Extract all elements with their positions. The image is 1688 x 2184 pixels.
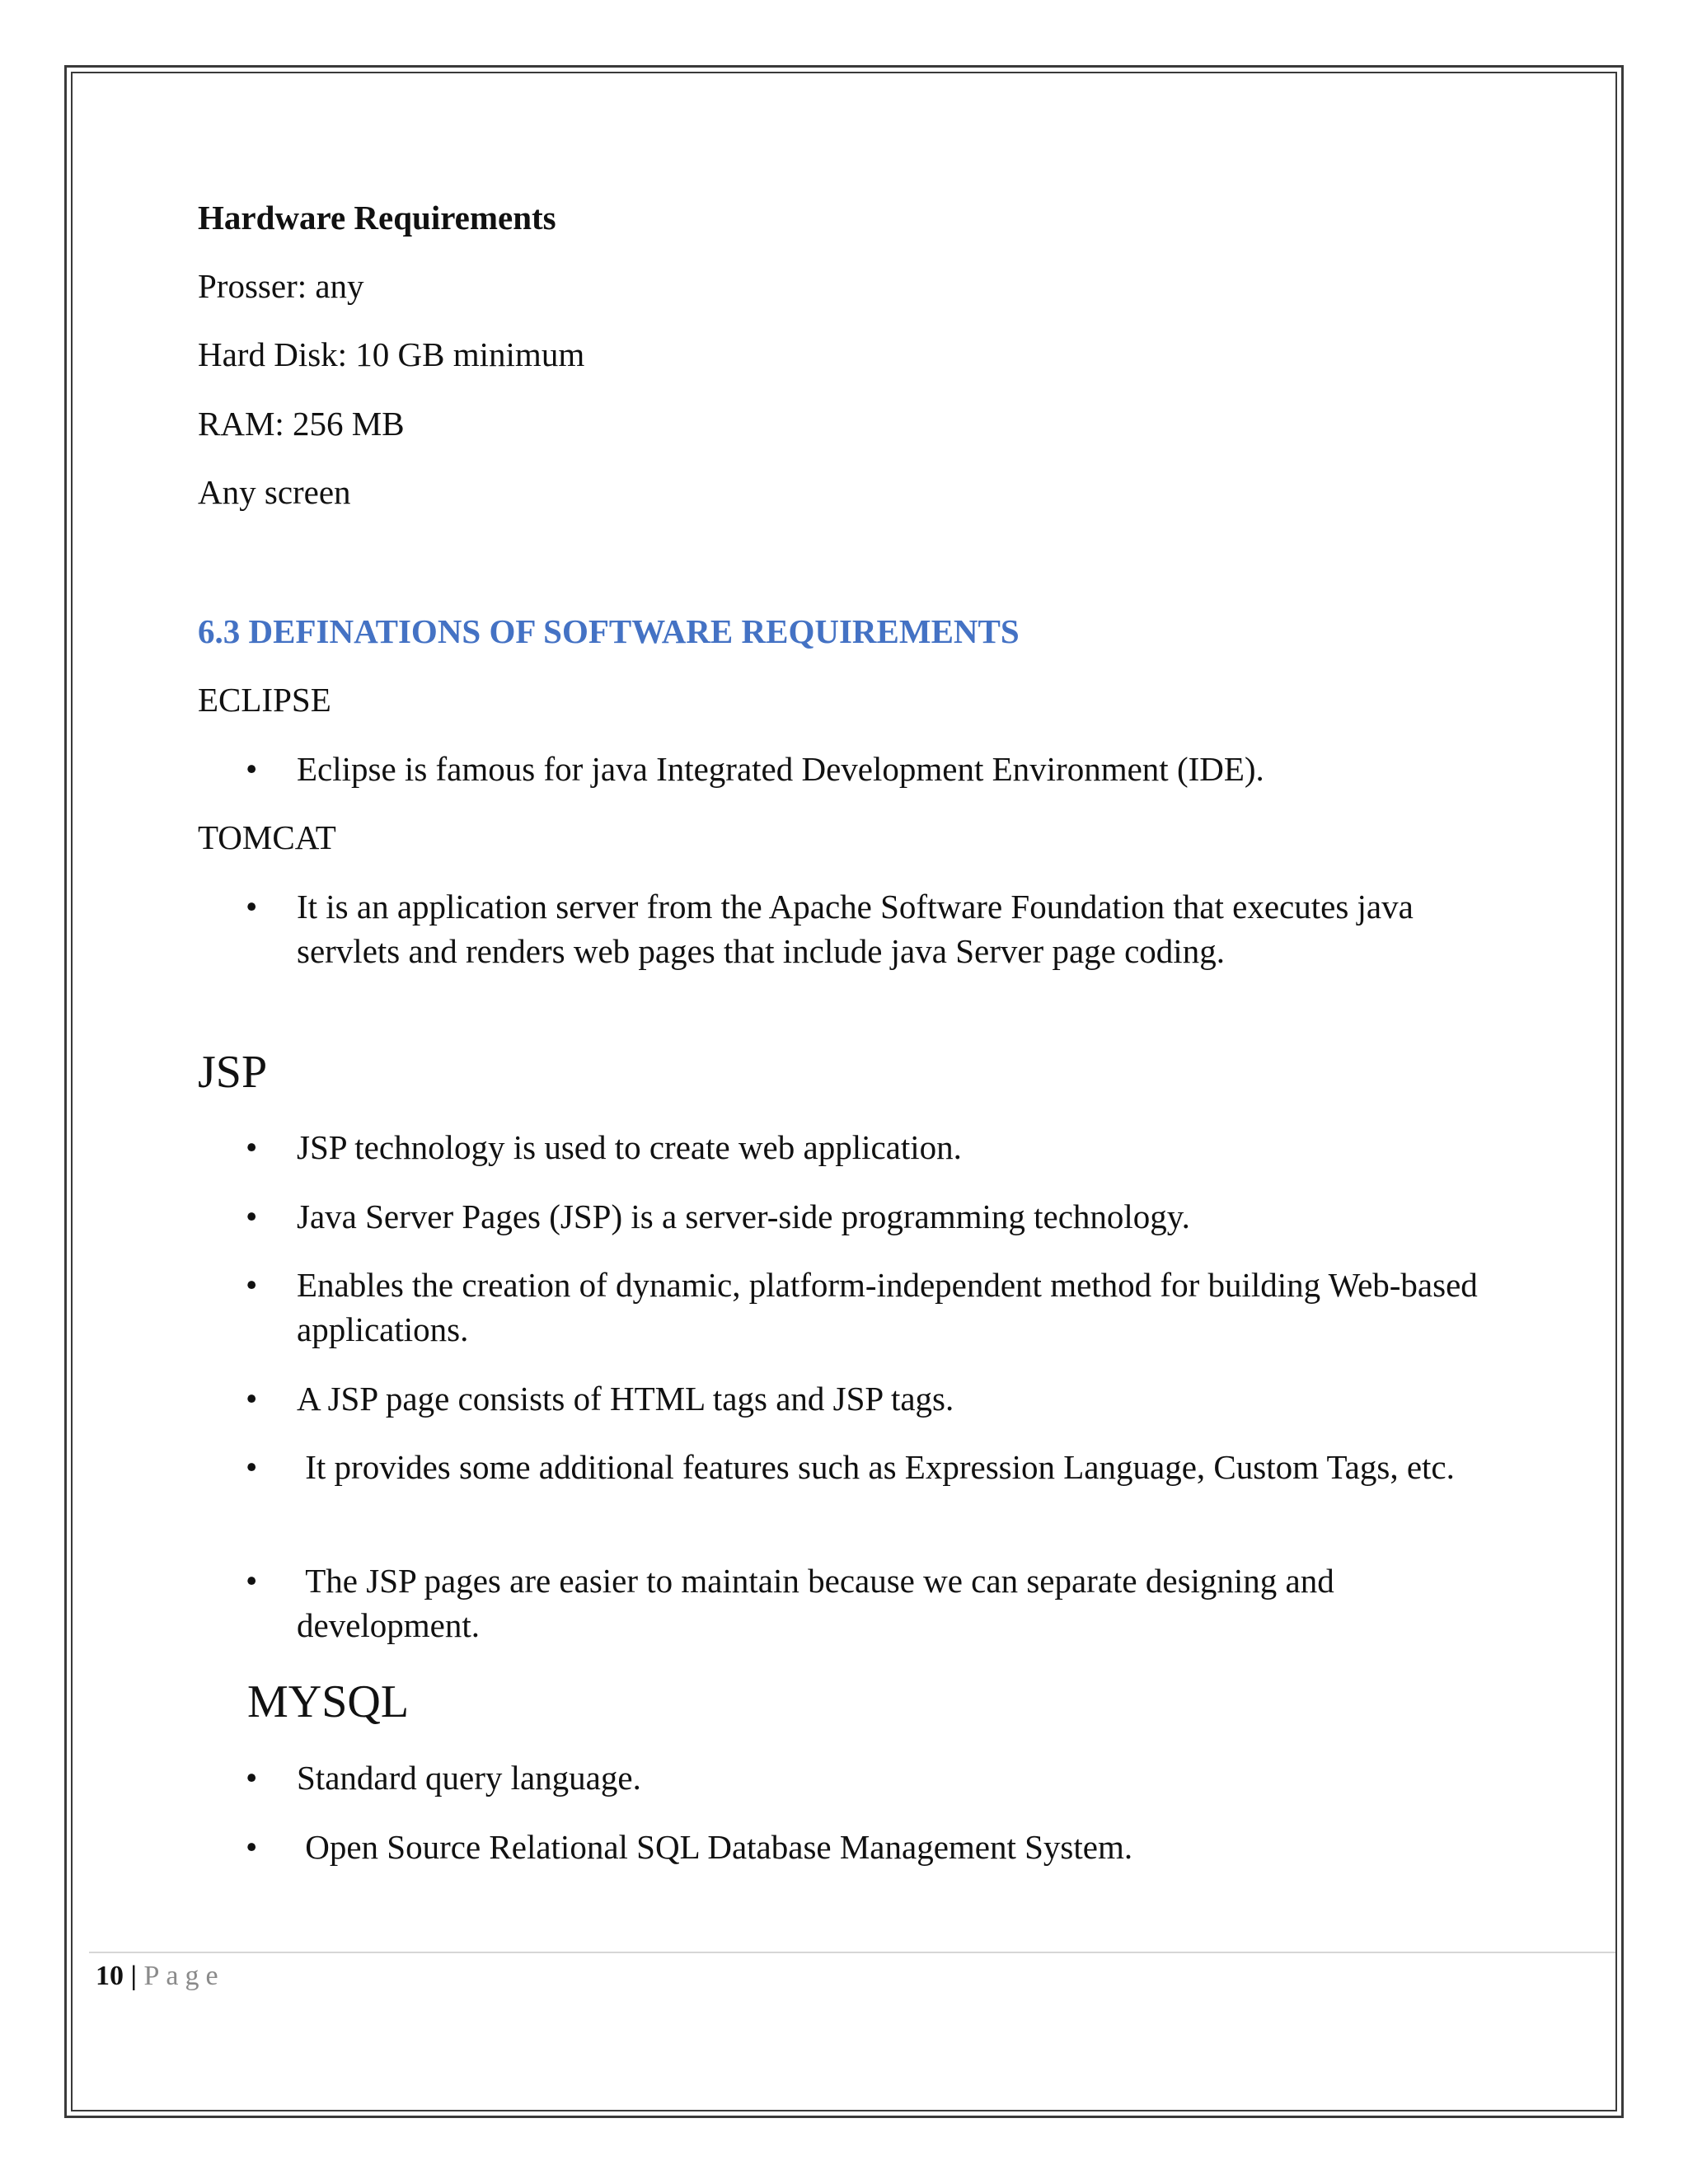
eclipse-bullet-text: Eclipse is famous for java Integrated Development Environment (IDE). bbox=[297, 750, 1264, 788]
bullet-icon: • bbox=[246, 888, 258, 926]
tomcat-bullet-text: It is an application server from the Apache Software Foundation that executes java servlets and renders web pages that include java Server page coding. bbox=[297, 888, 1414, 970]
bullet-icon: • bbox=[246, 750, 258, 788]
bullet-icon: • bbox=[246, 1128, 258, 1166]
tomcat-title: TOMCAT bbox=[198, 818, 336, 856]
footer-separator: | bbox=[130, 1961, 137, 1991]
bullet-icon: • bbox=[246, 1380, 258, 1418]
page-number: 10 bbox=[96, 1961, 124, 1991]
bullet-icon: • bbox=[246, 1266, 258, 1304]
jsp-bullet-text: JSP technology is used to create web application. bbox=[297, 1128, 962, 1166]
mysql-bullet-text: Open Source Relational SQL Database Management System. bbox=[297, 1828, 1133, 1866]
page-label: Page bbox=[143, 1961, 225, 1991]
page-footer bbox=[96, 1958, 225, 1994]
jsp-bullet-text: Java Server Pages (JSP) is a server-side programming technology. bbox=[297, 1197, 1190, 1235]
jsp-title: JSP bbox=[198, 1047, 268, 1098]
hardware-line-ram: RAM: 256 MB bbox=[198, 405, 405, 443]
mysql-title: MYSQL bbox=[247, 1676, 410, 1727]
bullet-icon: • bbox=[246, 1448, 258, 1486]
jsp-bullet-text: The JSP pages are easier to maintain because we can separate designing and development. bbox=[297, 1562, 1343, 1644]
section-heading: 6.3 DEFINATIONS OF SOFTWARE REQUIREMENTS bbox=[198, 612, 1020, 650]
bullet-icon: • bbox=[246, 1197, 258, 1235]
bullet-icon: • bbox=[246, 1759, 258, 1797]
page-border-inner bbox=[71, 72, 1617, 2111]
hardware-line-processor: Prosser: any bbox=[198, 267, 364, 305]
bullet-icon: • bbox=[246, 1828, 258, 1866]
hardware-heading: Hardware Requirements bbox=[198, 199, 556, 237]
jsp-bullet-text: A JSP page consists of HTML tags and JSP tags. bbox=[297, 1380, 954, 1418]
hardware-line-screen: Any screen bbox=[198, 473, 351, 511]
mysql-bullet-text: Standard query language. bbox=[297, 1759, 641, 1797]
jsp-bullet-text: Enables the creation of dynamic, platform-independent method for building Web-based applications. bbox=[297, 1266, 1478, 1348]
jsp-bullet-text: It provides some additional features such as Expression Language, Custom Tags, etc. bbox=[297, 1448, 1455, 1486]
hardware-line-hard-disk: Hard Disk: 10 GB minimum bbox=[198, 335, 585, 373]
bullet-icon: • bbox=[246, 1562, 258, 1600]
footer-divider bbox=[89, 1952, 1615, 1953]
eclipse-title: ECLIPSE bbox=[198, 681, 331, 719]
